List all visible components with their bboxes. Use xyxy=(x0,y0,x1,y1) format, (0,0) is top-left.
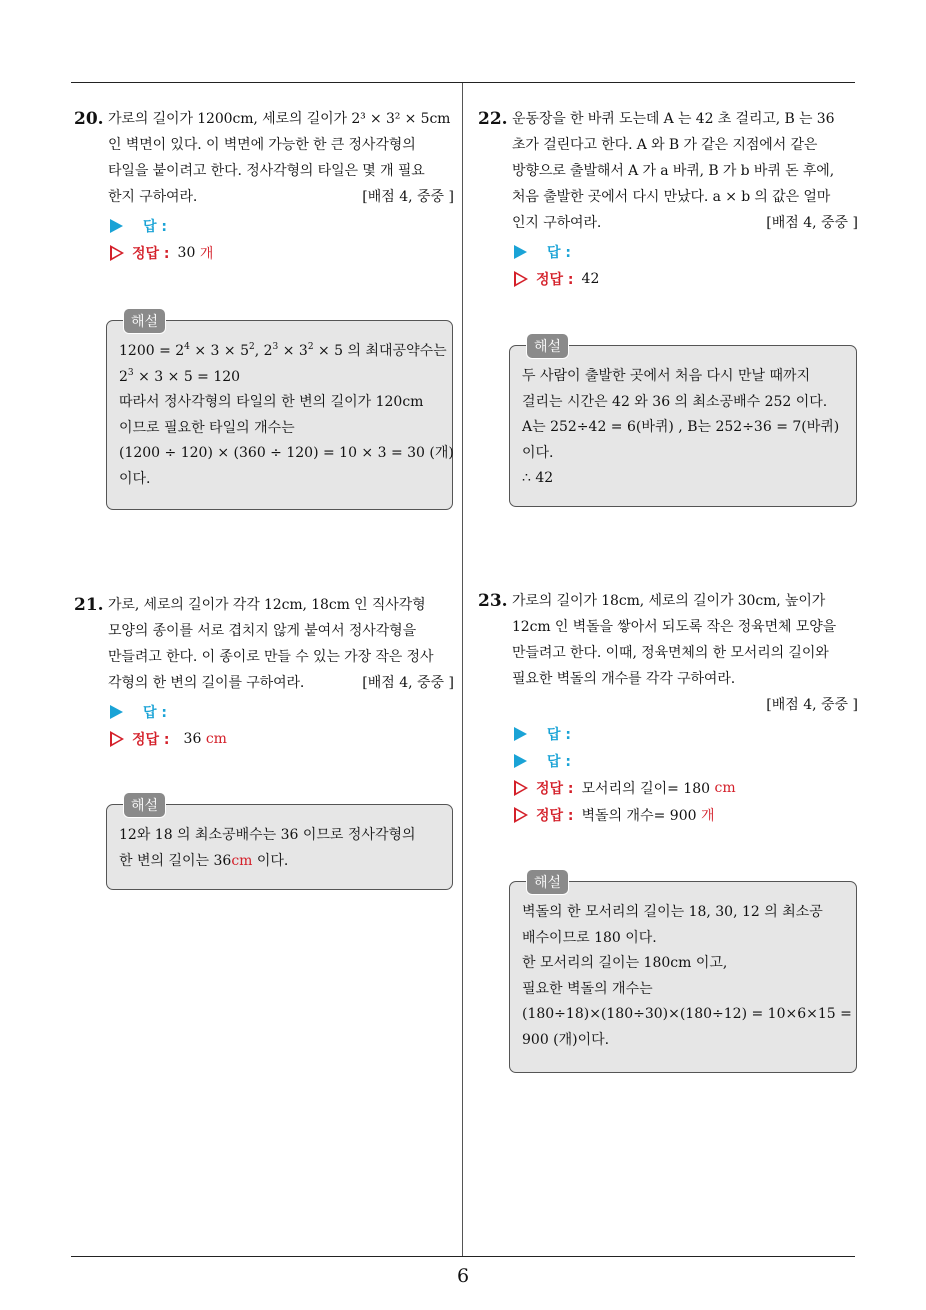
score-difficulty: [배점 4, 중중 ] xyxy=(362,675,454,691)
solution-box-21 xyxy=(106,798,453,890)
problem-23 xyxy=(478,588,858,828)
outline-arrow-icon xyxy=(514,271,528,287)
problem-number: 22. xyxy=(478,109,508,129)
problem-22 xyxy=(478,106,858,292)
solution-tag: 해설 xyxy=(526,869,569,895)
outline-arrow-icon xyxy=(514,780,528,796)
solution-box-22 xyxy=(509,339,857,507)
solution-tag: 해설 xyxy=(123,792,166,818)
score-difficulty: [배점 4, 중중 ] xyxy=(766,697,858,713)
problem-21 xyxy=(74,592,454,752)
problem-number: 23. xyxy=(478,591,508,611)
answer-label: 답 : xyxy=(143,218,167,235)
solution-text: 12와 18 의 최소공배수는 36 이므로 정사각형의 한 변의 길이는 36cm 이다. xyxy=(119,827,416,869)
page-number: 6 xyxy=(456,1265,470,1287)
answer-line xyxy=(110,698,454,725)
bottom-rule xyxy=(71,1256,855,1257)
outline-arrow-icon xyxy=(110,731,124,747)
solution-tag: 해설 xyxy=(123,308,166,334)
correct-value: 30 xyxy=(177,244,196,261)
correct-label: 정답 : xyxy=(132,731,170,748)
play-arrow-icon xyxy=(110,219,123,233)
answer-line xyxy=(514,720,858,747)
correct-unit: cm xyxy=(205,730,227,747)
solution-text: 벽돌의 한 모서리의 길이는 18, 30, 12 의 최소공 배수이므로 180 이다. 한 모서리의 길이는 180cm 이고, 필요한 벽돌의 개수는 (180÷18)×(180÷30)×(180÷12) = 10×6×15 = 900 (개)이다. xyxy=(522,904,852,1048)
correct-answer-line xyxy=(110,239,454,266)
correct-value: 모서리의 길이= 180 xyxy=(581,780,711,797)
answer-label: 답 : xyxy=(547,244,571,261)
correct-answer-line xyxy=(514,774,858,801)
score-difficulty: [배점 4, 중중 ] xyxy=(362,189,454,205)
problem-text: 운동장을 한 바퀴 도는데 A 는 42 초 걸리고, B 는 36 초가 걸린다고 한다. A 와 B 가 같은 지점에서 같은 방향으로 출발해서 A 가 a 바퀴, B 가 b 바퀴 돈 후에, 처음 출발한 곳에서 다시 만났다. a × b 의 값은 얼마 인지 구하여라. xyxy=(512,111,835,231)
column-divider xyxy=(462,83,463,1256)
solution-tag: 해설 xyxy=(526,333,569,359)
problem-20 xyxy=(74,106,454,266)
problem-number: 21. xyxy=(74,595,104,615)
score-difficulty: [배점 4, 중중 ] xyxy=(766,215,858,231)
correct-answer-line xyxy=(514,801,858,828)
top-rule xyxy=(71,82,855,83)
solution-text: $1200 = 2^4 \times 3 \times 5^2$, $2^3 \times 3^2 \times 5$ 의 최대공약수는 $2^3 \times 3 \times 5 = 120$ 따라서 정사각형의 타일의 한 변의 길이가 120cm 이므로 필요한 타일의 개수는 (1200 ÷ 120) × (360 ÷ 120) = 10 × 3 = 30 (개) 이다. xyxy=(119,342,454,487)
correct-unit: 개 xyxy=(199,245,214,262)
answer-line xyxy=(110,212,454,239)
problem-text: 가로의 길이가 18cm, 세로의 길이가 30cm, 높이가 12cm 인 벽돌을 쌓아서 되도록 작은 정육면체 모양을 만들려고 한다. 이때, 정육면체의 한 모서리의 길이와 필요한 벽돌의 개수를 각각 구하여라. xyxy=(512,593,837,687)
answer-line xyxy=(514,747,858,774)
play-arrow-icon xyxy=(514,245,527,259)
correct-label: 정답 : xyxy=(132,245,170,262)
problem-text: 가로의 길이가 1200cm, 세로의 길이가 2³ × 3² × 5cm 인 벽면이 있다. 이 벽면에 가능한 한 큰 정사각형의 타일을 붙이려고 한다. 정사각형의 타일은 몇 개 필요 한지 구하여라. xyxy=(108,111,451,205)
solution-text: 두 사람이 출발한 곳에서 처음 다시 만날 때까지 걸리는 시간은 42 와 36 의 최소공배수 252 이다. A는 252÷42 = 6(바퀴) , B는 252÷36 = 7(바퀴) 이다. ∴ 42 xyxy=(522,368,840,486)
correct-label: 정답 : xyxy=(536,807,574,824)
play-arrow-icon xyxy=(514,727,527,741)
answer-line xyxy=(514,238,858,265)
solution-box-20 xyxy=(106,314,454,510)
solution-box-23 xyxy=(509,875,857,1073)
answer-label: 답 : xyxy=(143,704,167,721)
correct-value: 36 xyxy=(183,730,202,747)
answer-label: 답 : xyxy=(547,726,571,743)
correct-value: 벽돌의 개수= 900 xyxy=(581,807,697,824)
correct-label: 정답 : xyxy=(536,780,574,797)
correct-unit: 개 xyxy=(700,807,715,824)
answer-label: 답 : xyxy=(547,753,571,770)
correct-answer-line xyxy=(110,725,454,752)
outline-arrow-icon xyxy=(514,807,528,823)
play-arrow-icon xyxy=(514,754,527,768)
correct-answer-line xyxy=(514,265,858,292)
correct-unit: cm xyxy=(714,779,736,796)
outline-arrow-icon xyxy=(110,245,124,261)
problem-text: 가로, 세로의 길이가 각각 12cm, 18cm 인 직사각형 모양의 종이를 서로 겹치지 않게 붙여서 정사각형을 만들려고 한다. 이 종이로 만들 수 있는 가장 작은 정사 각형의 한 변의 길이를 구하여라. xyxy=(108,597,434,691)
correct-label: 정답 : xyxy=(536,271,574,288)
play-arrow-icon xyxy=(110,705,123,719)
correct-value: 42 xyxy=(581,270,600,287)
problem-number: 20. xyxy=(74,109,104,129)
